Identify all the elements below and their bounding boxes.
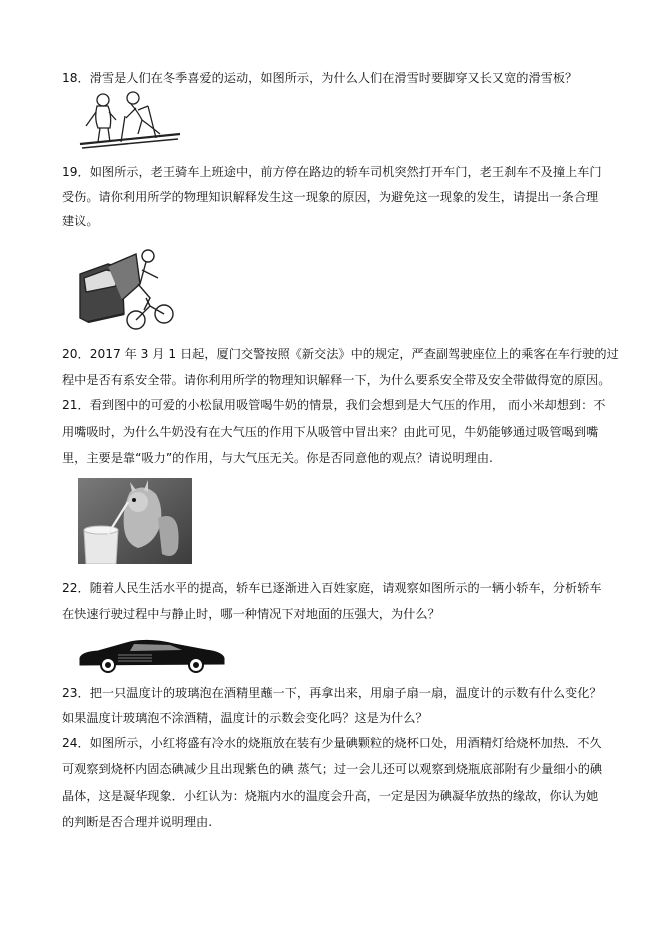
skiing-figure (78, 88, 182, 150)
q19-line-2: 受伤。请你利用所学的物理知识解释发生这一现象的原因，为避免这一现象的发生，请提出一条合理 (62, 190, 599, 204)
q23-line-1: 23．把一只温度计的玻璃泡在酒精里蘸一下，再拿出来，用扇子扇一扇，温度计的示数有什么变化？ (62, 686, 602, 700)
q24-line-2: 可观察到烧杯内固态碘减少且出现紫色的碘 蒸气；过一会儿还可以观察到烧瓶底部附有少量细小的碘 (62, 762, 603, 776)
q21-line-2: 用嘴吸时，为什么牛奶没有在大气压的作用下从吸管中冒出来？由此可见，牛奶能够通过吸管喝到嘴 (62, 425, 599, 439)
car-door-collision-figure (78, 244, 178, 334)
q19-line-1: 19．如图所示，老王骑车上班途中，前方停在路边的轿车司机突然打开车门，老王刹车不及撞上车门 (62, 165, 602, 179)
sports-car-figure (78, 634, 226, 674)
q24-line-3: 晶体，这是凝华现象．小红认为：烧瓶内水的温度会升高，一定是因为碘凝华放热的缘故，你认为她 (62, 789, 599, 803)
q22-line-2: 在快速行驶过程中与静止时，哪一种情况下对地面的压强大，为什么？ (62, 607, 440, 621)
q21-line-1: 21．看到图中的可爱的小松鼠用吸管喝牛奶的情景，我们会想到是大气压的作用， 而小米却想到：不 (62, 398, 606, 412)
q23-line-2: 如果温度计玻璃泡不涂酒精，温度计的示数会变化吗？这是为什么？ (62, 711, 428, 725)
q22-line-1: 22．随着人民生活水平的提高，轿车已逐渐进入百姓家庭，请观察如图所示的一辆小轿车，分析轿车 (62, 581, 602, 595)
q24-line-4: 的判断是否合理并说明理由. (62, 815, 213, 829)
q19-line-3: 建议。 (62, 214, 99, 228)
q20-line-1: 20．2017 年 3 月 1 日起，厦门交警按照《新交法》中的规定，严查副驾驶座位上的乘客在车行驶的过 (62, 347, 619, 361)
squirrel-drinking-milk-photo (78, 478, 192, 564)
q21-line-3: 里，主要是靠“吸力”的作用，与大气压无关。你是否同意他的观点？请说明理由. (62, 451, 493, 465)
q18-text: 18．滑雪是人们在冬季喜爱的运动，如图所示，为什么人们在滑雪时要脚穿又长又宽的滑雪板？ (62, 71, 578, 85)
q24-line-1: 24．如图所示，小红将盛有冷水的烧瓶放在装有少量碘颗粒的烧杯口处，用酒精灯给烧杯加热．不久 (62, 736, 602, 750)
q20-line-2: 程中是否有系安全带。请你利用所学的物理知识解释一下，为什么要系安全带及安全带做得宽的原因。 (62, 373, 611, 387)
